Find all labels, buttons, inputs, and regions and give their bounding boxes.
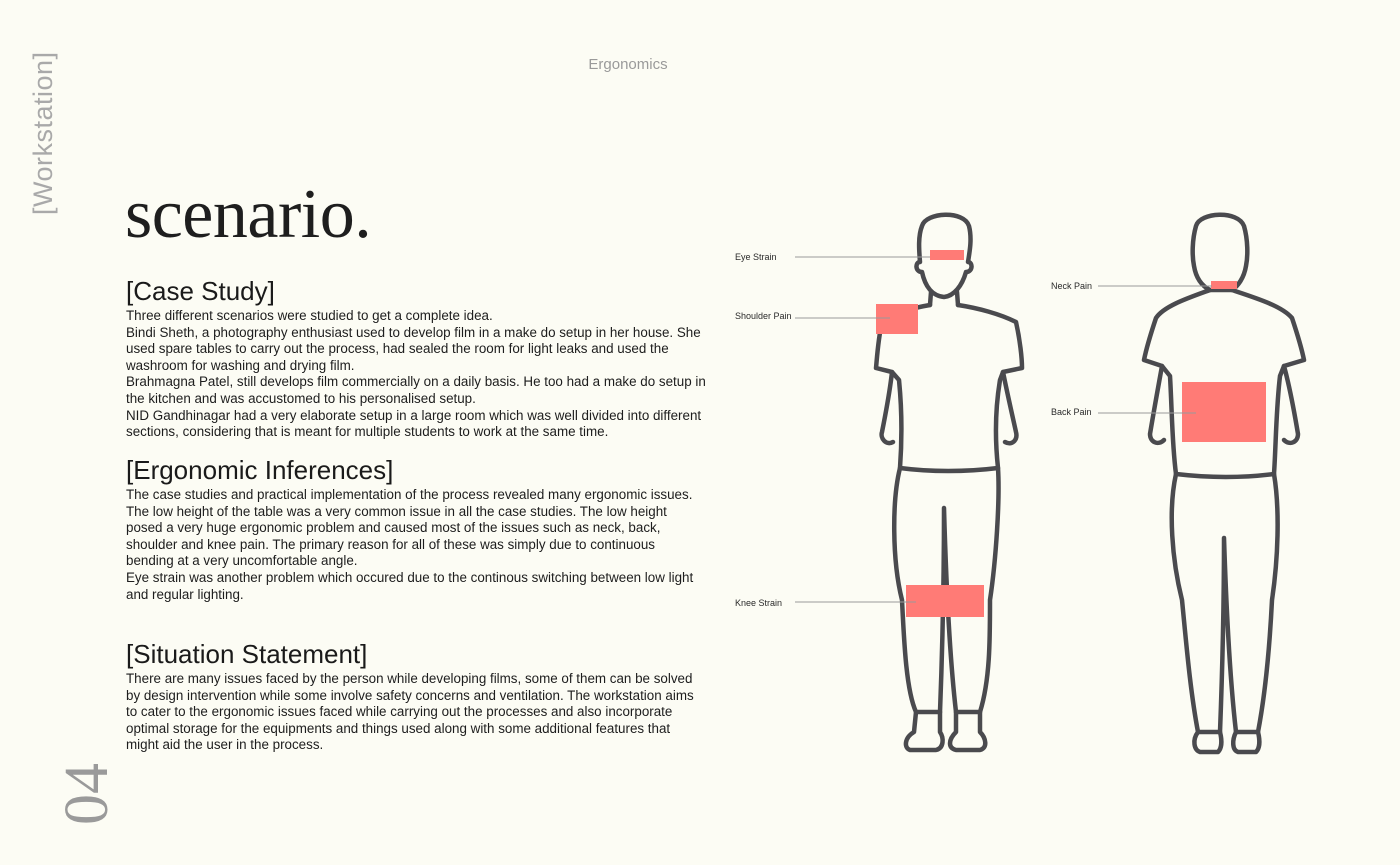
side-label-workstation: [Workstation]: [28, 51, 58, 215]
eye-strain-highlight: [930, 250, 964, 260]
shoulder-pain-label: Shoulder Pain: [735, 311, 792, 321]
paragraph: There are many issues faced by the person while developing films, some of them can be solved by design intervention while some involve safety concerns and ventilation. The workstation aims to cater to the ergonomic issues faced while carrying out the processes and also incorporate optimal storage for the equipments and things used along with some additional features that might aid the user in the process.: [126, 671, 694, 753]
back-pain-label: Back Pain: [1051, 407, 1092, 417]
knee-strain-highlight: [906, 585, 984, 617]
front-feet: [906, 712, 985, 750]
eye-strain-label: Eye Strain: [735, 252, 777, 262]
front-shirt: [892, 372, 1003, 471]
paragraph: Bindi Sheth, a photography enthusiast used to develop film in a make do setup in her house. She used spare tables to carry out the process, had sealed the room for light leaks and used the washroom for washing and drying film.: [126, 324, 701, 373]
front-figure: [876, 215, 1022, 750]
pain-highlights: [876, 250, 1266, 617]
neck-pain-label: Neck Pain: [1051, 281, 1093, 291]
page-number: 04: [53, 763, 121, 825]
page-title: scenario.: [125, 176, 372, 253]
back-head: [1193, 215, 1248, 290]
paragraph: The case studies and practical implementation of the process revealed many ergonomic issues.: [126, 487, 693, 502]
section-heading: [Situation Statement]: [126, 639, 368, 669]
back-pain-highlight: [1182, 382, 1266, 442]
paragraph: NID Gandhinagar had a very elaborate setup in a large room which was well divided into different sections, considering that is meant for multiple students to work at the same time.: [126, 407, 702, 440]
section-heading: [Case Study]: [126, 276, 275, 306]
paragraph: Brahmagna Patel, still develops film commercially on a daily basis. He too had a make do setup in the kitchen and was accustomed to his personalised setup.: [126, 374, 706, 406]
neck-pain-highlight: [1211, 281, 1237, 289]
paragraph: Three different scenarios were studied to get a complete idea.: [126, 308, 493, 323]
shoulder-pain-highlight: [876, 304, 918, 334]
knee-strain-label: Knee Strain: [735, 598, 783, 608]
paragraph: Eye strain was another problem which occured due to the continous switching between low light and regular lighting.: [126, 569, 694, 602]
back-legs: [1172, 474, 1278, 732]
page-header: Ergonomics: [588, 56, 668, 73]
paragraph: The low height of the table was a very common issue in all the case studies. The low height posed a very huge ergonomic problem and caused most of the issues such as neck, back, shoulder and knee pain. The primary reason for all of these was simply due to continuous bending at a very uncomfortable angle.: [126, 503, 667, 569]
section-heading: [Ergonomic Inferences]: [126, 455, 394, 485]
back-figure: [1144, 215, 1304, 752]
back-feet: [1194, 732, 1259, 752]
